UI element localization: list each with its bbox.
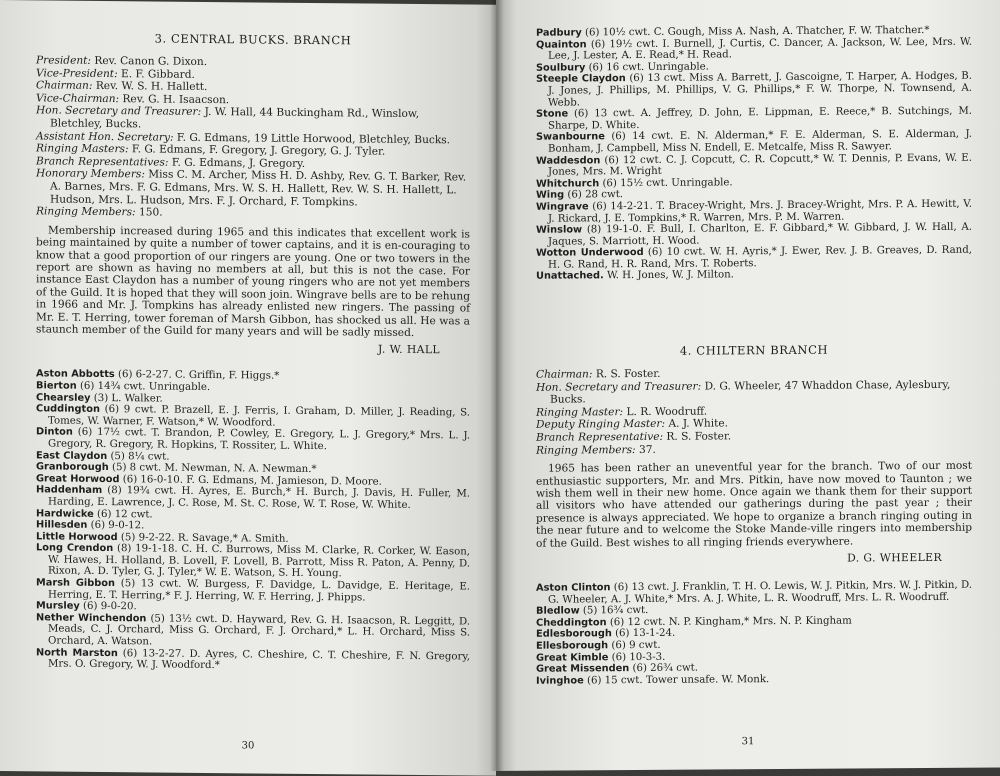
officer-entry: Vice-President: E. F. Gibbard. — [36, 66, 195, 81]
tower-details: (6) 9 cwt. — [611, 639, 661, 652]
tower-name: Wotton Underwood — [536, 247, 644, 260]
officer-names: E. F. Gibbard. — [121, 67, 195, 81]
tower-name: East Claydon — [36, 449, 108, 462]
tower-name: Wingrave — [536, 201, 589, 213]
tower-name: Quainton — [536, 38, 587, 51]
tower-name: Dinton — [36, 426, 73, 439]
officer-role: Branch Representatives — [36, 155, 165, 169]
tower-name: Marsh Gibbon — [36, 577, 116, 590]
tower-name: Bledlow — [536, 605, 580, 617]
tower-name: Whitchurch — [536, 177, 600, 190]
officer-entry: President: Rev. Canon G. Dixon. — [36, 54, 208, 68]
tower-name: Aston Clinton — [536, 582, 611, 594]
officer-names: Rev. G. H. Isaacson. — [122, 92, 230, 106]
tower-details: (6) 12 cwt. — [97, 508, 153, 520]
officer-names: A. J. White. — [668, 417, 728, 431]
officer-role: Vice-President — [36, 66, 115, 80]
officer-names: R. S. Foster. — [666, 430, 732, 443]
officer-role: Hon. Secretary and Treasurer — [536, 380, 698, 394]
tower-details: (6) 10½ cwt. C. Gough, Miss A. Nash, A. Thatcher, F. W. Thatcher.* — [585, 24, 930, 39]
tower-name: Wing — [536, 189, 565, 202]
tower-name: North Marston — [36, 646, 118, 659]
officer-role: Chairman — [536, 368, 589, 381]
tower-details: (6) 9 cwt. P. Brazell, E. J. Ferris, I. Graham, D. Miller, J. Reading, S. Tomes, W. Warner, F. Watson,* W. Woodford. — [48, 404, 470, 429]
tower-name: Hardwicke — [36, 507, 94, 520]
tower-name: Aston Abbotts — [36, 368, 115, 381]
tower-details: (6) 14¾ cwt. Unringable. — [79, 380, 211, 393]
tower-details: (6) 13-1-24. — [615, 628, 676, 640]
officer-entry: Chairman: Rev. W. S. H. Hallett. — [36, 79, 208, 94]
tower-entry — [536, 106, 972, 132]
officer-names: Rev. Canon G. Dixon. — [94, 54, 208, 68]
tower-details: (6) 9-0-20. — [83, 601, 137, 613]
tower-name: Little Horwood — [36, 531, 118, 543]
tower-details: (6) 10-3-3. — [611, 651, 666, 663]
tower-entry — [536, 268, 972, 283]
officer-entry: Chairman: R. S. Foster. — [536, 367, 661, 381]
tower-entry — [536, 199, 972, 225]
section-title: 4. CHILTERN BRANCH — [679, 342, 829, 358]
officer-entry: Ringing Members: 37. — [536, 443, 656, 457]
report-signature: D. G. WHEELER — [847, 550, 942, 565]
page-number: 30 — [241, 740, 255, 752]
section-title: 3. CENTRAL BUCKS. BRANCH — [154, 31, 352, 48]
officer-entry: Ringing Members: 150. — [36, 205, 163, 219]
officer-names: R. S. Foster. — [595, 367, 661, 381]
tower-details: (6) 12 cwt. C. J. Copcutt, C. R. Copcutt,* W. T. Dennis, P. Evans, W. E. Jones, Mrs. M. Wright — [548, 152, 972, 178]
officer-entry: Deputy Ringing Master: A. J. White. — [536, 417, 728, 432]
officer-role: Ringing Members — [536, 443, 633, 457]
tower-details: (6) 16 cwt. Unringable. — [588, 61, 709, 74]
tower-entry — [36, 647, 470, 674]
officer-entry: Ringing Masters: F. G. Edmans, F. Gregory, J. Gregory, G. J. Tyler. — [36, 142, 386, 158]
tower-name: Long Crendon — [36, 542, 114, 555]
tower-details: W. H. Jones, W. J. Milton. — [606, 269, 734, 282]
officer-role: Deputy Ringing Master — [536, 418, 662, 432]
tower-name: Ellesborough — [536, 640, 609, 652]
tower-details: (6) 16-0-10. F. G. Edmans, M. Jamieson, D. Moore. — [122, 473, 382, 488]
tower-details: (5) 16¾ cwt. — [582, 605, 649, 617]
book-gutter — [490, 0, 504, 771]
towers-list — [36, 369, 470, 675]
tower-details: (5) 13½ cwt. D. Hayward, Rev. G. H. Isaacson, R. Leggitt, D. Meads, C. J. Orchard, Miss G. Orchard, F. J. Orchard,* L. H. Orchard, Miss S. Orchard, A. Watson. — [48, 613, 471, 648]
tower-name: Granborough — [36, 461, 109, 474]
tower-name: Great Horwood — [36, 473, 120, 485]
officer-entry: Branch Representative: R. S. Foster. — [536, 430, 732, 444]
tower-entry — [36, 612, 470, 651]
tower-entry — [536, 245, 972, 271]
chiltern-section — [536, 342, 972, 687]
officer-role: Ringing Members — [36, 205, 133, 219]
tower-details: (6) 28 cwt. — [567, 189, 624, 201]
report-signature: J. W. HALL — [378, 343, 440, 357]
tower-details: (6) 26¾ cwt. — [632, 662, 699, 675]
tower-entry — [536, 580, 972, 606]
tower-name: Cheddington — [536, 617, 607, 629]
officer-entry: Hon. Secretary and Treasurer: J. W. Hall, 44 Buckingham Rd., Winslow, Bletchley, Bucks. — [36, 104, 420, 131]
tower-entry — [36, 543, 470, 582]
officer-role: President — [36, 54, 88, 67]
tower-name: Hillesden — [36, 519, 88, 531]
officer-entry: Branch Representatives: F. G. Edmans, J. Gregory. — [36, 155, 306, 170]
officer-names: F. G. Edmans, J. Gregory. — [171, 156, 306, 170]
tower-details: (5) 9-2-22. R. Savage,* A. Smith. — [120, 531, 289, 545]
officer-role: Hon. Secretary and Treasurer — [36, 104, 198, 119]
tower-name: Winslow — [536, 224, 583, 236]
left-page — [0, 0, 496, 776]
tower-name: Waddesdon — [536, 154, 601, 167]
officers-list — [36, 54, 470, 222]
officer-entry: Vice-Chairman: Rev. G. H. Isaacson. — [36, 92, 230, 106]
tower-name: Haddenham — [36, 484, 103, 497]
tower-entry — [536, 672, 972, 687]
tower-details: (6) 17½ cwt. T. Brandon, P. Cowley, E. Gregory, L. J. Gregory,* Mrs. L. J. Gregory, R. Gregory, R. Hopkins, T. Rossiter, L. White. — [48, 427, 470, 453]
officer-role: Branch Representative — [536, 430, 660, 444]
officer-entry: Honorary Members: Miss C. M. Archer, Miss H. D. Ashby, Rev. G. T. Barker, Rev. A. Barnes, Mrs. F. G. Edmans, Mrs. W. S. H. Hallett, Rev. W. S. H. Hallett, L. Hudson, Mrs. L. Hudson, Mrs. F. J. Orchard, F. Tompkins. — [36, 167, 467, 208]
officer-role: Vice-Chairman — [36, 92, 116, 105]
tower-details: (3) L. Walker. — [93, 392, 163, 405]
branch-report: Membership increased during 1965 and this indicates that excellent work is being maintained by quite a number of tower captains, and it is en-couraging to know that a good proportion of our ringers are young. One or two towers in the report are shown as having no members at all, but this is not the case. For instance East Claydon has a number of young ringers who are not yet members of the Guild. It is hoped that they will soon join. Wingrave bells are to be rehung in 1966 and Mr. J. Tompkins has already enlisted new ringers. The passing of Mr. E. T. Herring, tower foreman of Marsh Gibbon, has shocked us all. He was a staunch member of the Guild for many years and will be sadly missed. — [36, 224, 470, 339]
tower-name: Great Missenden — [536, 663, 630, 675]
officer-names: D. G. Wheeler, 47 Whaddon Chase, Aylesbury, Bucks. — [550, 378, 951, 406]
tower-details: (6) 15½ cwt. Unringable. — [602, 177, 733, 189]
tower-details: (6) 13 cwt. Miss A. Barrett, J. Gascoigne, T. Harper, A. Hodges, B. J. Jones, J. Phillips, M. Phillips, V. G. Phillips,* F. W. Thorpe, N. Townsend, A. Webb. — [548, 71, 972, 109]
officer-role: Assistant Hon. Secretary — [36, 129, 170, 144]
officer-names: F. G. Edmans, 19 Little Horwood, Bletchley, Bucks. — [176, 131, 451, 146]
tower-details: (5) 13 cwt. W. Burgess, F. Davidge, L. Davidge, E. Heritage, E. Herring, E. T. Herring,* F. J. Herring, W. F. Herring, J. Phipps. — [48, 578, 470, 604]
tower-details: (6) 14-2-21. T. Bracey-Wright, Mrs. J. Bracey-Wright, Mrs. P. A. Hewitt, V. J. Rickard, J. E. Tompkins,* R. Warren, Mrs. P. M. Warren. — [548, 198, 973, 225]
officer-names: Miss C. M. Archer, Miss H. D. Ashby, Rev. G. T. Barker, Rev. A. Barnes, Mrs. F. G. Edmans, Mrs. W. S. H. Hallett, Rev. W. S. H. Hallett, L. Hudson, Mrs. L. Hudson, Mrs. F. J. Orchard, F. Tompkins. — [50, 168, 467, 208]
officer-entry: Assistant Hon. Secretary: F. G. Edmans, 19 Little Horwood, Bletchley, Bucks. — [36, 129, 451, 146]
tower-name: Mursley — [36, 600, 80, 613]
right-page — [496, 0, 1000, 771]
officer-entry: Hon. Secretary and Treasurer: D. G. Wheeler, 47 Whaddon Chase, Aylesbury, Bucks. — [536, 378, 951, 406]
tower-name: Stone — [536, 108, 569, 120]
tower-name: Swanbourne — [536, 131, 605, 144]
tower-details: (6) 9-0-12. — [90, 519, 145, 532]
tower-name: Unattached. — [536, 270, 604, 283]
tower-name: Ivinghoe — [536, 675, 584, 687]
officer-role: Ringing Masters — [36, 142, 125, 156]
tower-details: (6) 6-2-27. C. Griffin, F. Higgs.* — [118, 369, 280, 383]
tower-details: (8) 19-1-18. C. H. C. Burrows, Miss M. Clarke, R. Corker, W. Eason, W. Hawes, H. Holland, B. Lovell, F. Lovell, B. Parrott, Miss R. Paton, A. Penny, D. Rixon, A. D. Tyler, G. J. Tyler,* W. E. Watson, S. H. Young. — [48, 543, 470, 580]
officer-role: Honorary Members — [36, 167, 142, 181]
officer-names: F. G. Edmans, F. Gregory, J. Gregory, G. J. Tyler. — [131, 143, 386, 158]
tower-details: (5) 8¼ cwt. — [110, 450, 170, 463]
officer-role: Ringing Master — [536, 405, 620, 419]
officer-role: Chairman — [36, 79, 89, 93]
tower-entry — [536, 222, 972, 248]
tower-name: Soulbury — [536, 62, 586, 74]
officer-names: J. W. Hall, 44 Buckingham Rd., Winslow, Bletchley, Bucks. — [50, 106, 420, 131]
tower-entry — [536, 129, 972, 155]
towers-list — [536, 580, 972, 687]
officer-names: 150. — [138, 206, 163, 219]
tower-details: (6) 13 cwt. A. Jeffrey, D. John, E. Lippman, E. Reece,* B. Sutchings, M. Sharpe, D. White. — [548, 105, 972, 132]
officer-names: 37. — [638, 443, 656, 456]
tower-details: (6) 13-2-27. D. Ayres, C. Cheshire, C. T. Cheshire, F. N. Gregory, Mrs. O. Gregory, W. J. Woodford.* — [48, 647, 470, 672]
tower-details: (8) 19¾ cwt. H. Ayres, E. Burch,* H. Burch, J. Davis, H. Fuller, M. Harding, E. Lawrence, J. C. Rose, M. St. C. Rose, W. T. Rose, W. White. — [48, 485, 470, 511]
tower-details: (5) 8 cwt. M. Newman, N. A. Newman.* — [111, 462, 317, 476]
officers-list — [536, 366, 972, 457]
tower-details: (8) 19-1-0. F. Bull, I. Charlton, E. F. Gibbard,* W. Gibbard, J. W. Hall, A. Jaques, S. Marriott, H. Wood. — [548, 221, 972, 248]
tower-name: Edlesborough — [536, 628, 612, 641]
tower-name: Steeple Claydon — [536, 73, 626, 86]
branch-report: 1965 has been rather an uneventful year for the branch. Two of our most enthusiastic supporters, Mr. and Mrs. Pitkin, have now moved to Taunton ; we wish them well in their new home. Once again we thank them for their support all visitors who have attended our gatherings during the past year ; their presence is always appreciated. We hope to organize a branch ringing outing in the near future and to welcome the Stoke Mande-ville ringers into membership of the Guild. Best wishes to all ringing friends everywhere. — [536, 459, 972, 550]
tower-details: (6) 10 cwt. W. H. Ayris,* J. Ewer, Rev. J. B. Greaves, D. Rand, H. G. Rand, H. R. Rand, Mrs. T. Roberts. — [548, 244, 972, 271]
tower-details: (6) 19½ cwt. I. Burnell, J. Curtis, C. Dancer, A. Jackson, W. Lee, Mrs. W. Lee, J. Lester, A. E. Read,* H. Read. — [548, 36, 972, 62]
tower-details: (6) 12 cwt. N. P. Kingham,* Mrs. N. P. Kingham — [609, 615, 852, 629]
officer-names: Rev. W. S. H. Hallett. — [95, 80, 208, 94]
tower-details: (6) 14 cwt. E. N. Alderman,* F. E. Alderman, S. E. Alderman, J. Bonham, J. Campbell, Miss N. Endell, E. Metcalfe, Miss R. Sawyer. — [548, 129, 972, 155]
tower-entry — [536, 152, 972, 178]
tower-name: Cuddington — [36, 403, 100, 416]
towers-list-continued — [536, 25, 972, 283]
tower-entry — [536, 71, 972, 109]
tower-name: Chearsley — [36, 391, 91, 404]
tower-entry — [536, 36, 972, 62]
tower-name: Great Kimble — [536, 651, 609, 664]
tower-name: Nether Winchendon — [36, 612, 147, 625]
officer-names: L. R. Woodruff. — [626, 405, 708, 418]
tower-details: (6) 15 cwt. Tower unsafe. W. Monk. — [586, 673, 770, 687]
tower-name: Padbury — [536, 27, 582, 39]
tower-details: (6) 13 cwt. J. Franklin, T. H. O. Lewis, W. J. Pitkin, Mrs. W. J. Pitkin, D. G. Wheeler, A. J. White,* Mrs. A. J. White, L. R. Woodruff, Mrs. L. R. Woodruff. — [548, 579, 973, 606]
tower-name: Bierton — [36, 380, 77, 392]
officer-entry: Ringing Master: L. R. Woodruff. — [536, 405, 708, 419]
page-number: 31 — [741, 736, 755, 748]
